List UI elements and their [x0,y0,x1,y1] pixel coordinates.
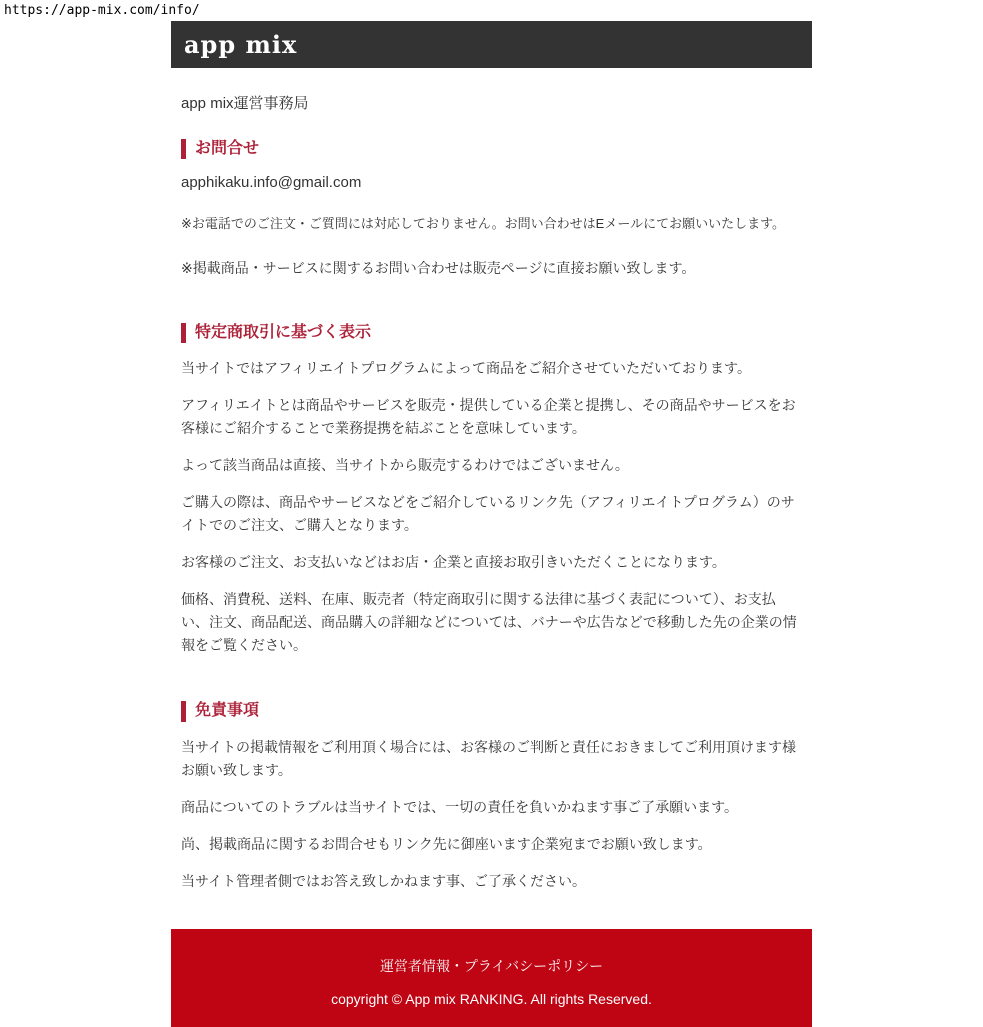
contact-note-phone: ※お電話でのご注文・ご質問には対応しておりません。お問い合わせはEメールにてお願いいたします。 [181,216,786,232]
disclaimer-paragraph: 商品についてのトラブルは当サイトでは、一切の責任を負いかねます事ご了承願います。 [181,798,739,815]
contact-email: apphikaku.info@gmail.com [181,174,362,192]
tokutei-paragraph: 価格、消費税、送料、在庫、販売者（特定商取引に関する法律に基づく表記について）、お支払い、注文、商品配送、商品購入の詳細などについては、バナーや広告などで移動した先の企業の情報をご覧ください。 [181,591,797,654]
copyright-text: copyright © App mix RANKING. All rights Reserved. [331,990,652,1007]
section-heading-tokutei: 特定商取引に基づく表示 [181,323,802,343]
tokutei-paragraph: ご購入の際は、商品やサービスなどをご紹介しているリンク先（アフィリエイトプログラム）のサイトでのご注文、ご購入となります。 [181,494,795,534]
main-content [171,92,812,893]
disclaimer-paragraph: 尚、掲載商品に関するお問合せもリンク先に御座います企業宛までお願い致します。 [181,835,712,852]
tokutei-paragraph: よって該当商品は直接、当サイトから販売するわけではございません。 [181,457,629,474]
footer-links[interactable]: 運営者情報・プライバシーポリシー [379,957,604,974]
tokutei-paragraph: アフィリエイトとは商品やサービスを販売・提供している企業と提携し、その商品やサービスをお客様にご紹介することで業務提携を結ぶことを意味しています。 [181,397,796,437]
section-heading-contact: お問合せ [181,139,802,159]
tokutei-paragraph: お客様のご注文、お支払いなどはお店・企業と直接お取引きいただくことになります。 [181,554,726,571]
operator-name: app mix運営事務局 [181,95,309,112]
disclaimer-paragraph: 当サイトの掲載情報をご利用頂く場合には、お客様のご判断と責任におきましてご利用頂けます様お願い致します。 [181,738,797,778]
contact-note-products: ※掲載商品・サービスに関するお問い合わせは販売ページに直接お願い致します。 [181,259,696,276]
page-url: https://app-mix.com/info/ [4,3,200,18]
content-column [171,21,812,1027]
section-heading-disclaimer: 免責事項 [181,701,802,721]
site-footer [171,929,812,1027]
site-header [171,21,812,68]
disclaimer-paragraph: 当サイト管理者側ではお答え致しかねます事、ご了承ください。 [181,872,587,889]
site-logo[interactable]: app mix [184,30,298,59]
tokutei-paragraph: 当サイトではアフィリエイトプログラムによって商品をご紹介させていただいております。 [181,360,751,377]
